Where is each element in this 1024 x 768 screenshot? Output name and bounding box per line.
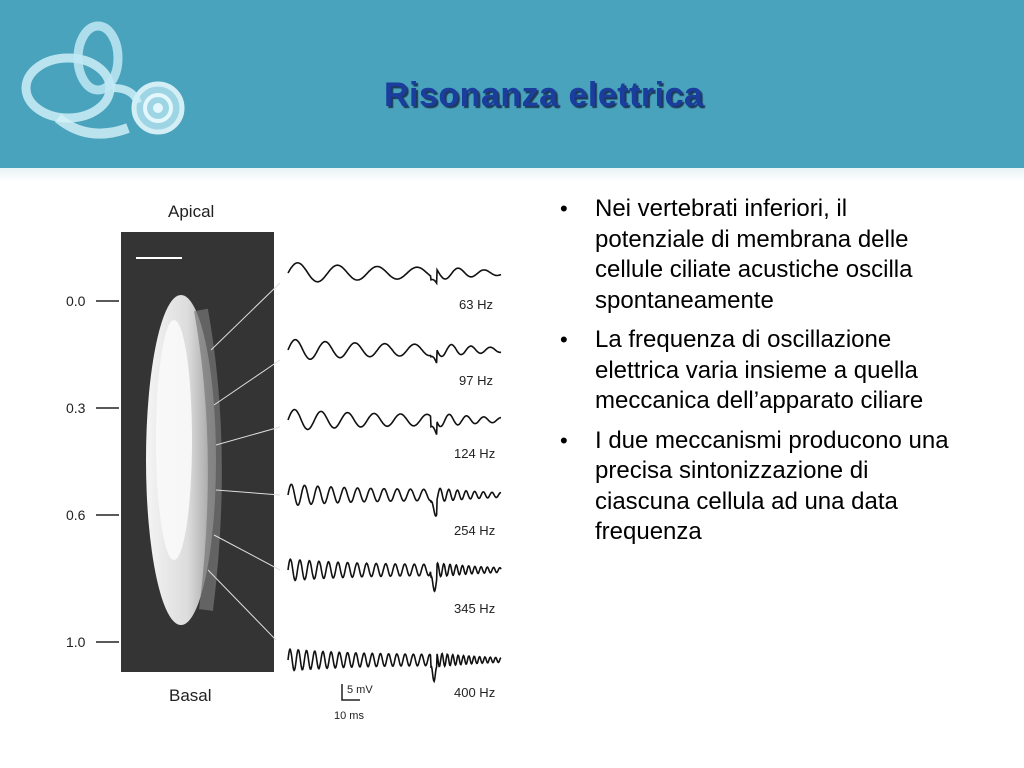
oscillation-trace: [288, 263, 501, 283]
apical-label: Apical: [168, 202, 215, 221]
oscillation-trace: [288, 559, 501, 591]
scale-voltage-label: 5 mV: [347, 684, 373, 696]
trace-freq-label: 63 Hz: [459, 297, 493, 312]
oscillation-trace: [288, 649, 501, 681]
position-axis: [66, 293, 119, 650]
oscillation-trace: [288, 410, 501, 435]
trace-freq-label: 254 Hz: [454, 523, 496, 538]
position-tick-label: 0.0: [66, 293, 86, 309]
scale-time-label: 10 ms: [334, 710, 364, 722]
header-divider: [0, 168, 1024, 182]
trace-freq-label: 400 Hz: [454, 685, 496, 700]
hair-cell-figure: [56, 190, 526, 730]
bullet-item: • La frequenza di oscillazione elettrica varia insieme a quella meccanica dell’apparato ciliare: [560, 325, 960, 417]
position-tick-label: 1.0: [66, 634, 86, 650]
bullet-item: • I due meccanismi producono una precisa sintonizzazione di ciascuna cellula ad una data frequenza: [560, 426, 960, 548]
trace-freq-label: 345 Hz: [454, 601, 496, 616]
oscillation-trace: [288, 484, 501, 516]
slide-title: Risonanza elettrica: [384, 76, 704, 114]
trace-stack: [288, 263, 501, 682]
basal-label: Basal: [169, 686, 212, 705]
oscillation-trace: [288, 340, 501, 363]
scale-calibration: [334, 684, 373, 722]
inner-ear-cochlea-icon: [18, 18, 193, 148]
bullet-list: [560, 194, 960, 557]
bullet-item: • Nei vertebrati inferiori, il potenziale di membrana delle cellule ciliate acustiche oscilla spontaneamente: [560, 194, 960, 316]
slide-header: [0, 0, 1024, 168]
trace-freq-label: 97 Hz: [459, 373, 493, 388]
trace-freq-label: 124 Hz: [454, 446, 496, 461]
position-tick-label: 0.6: [66, 507, 86, 523]
papilla-micrograph: [121, 232, 274, 672]
position-tick-label: 0.3: [66, 400, 86, 416]
